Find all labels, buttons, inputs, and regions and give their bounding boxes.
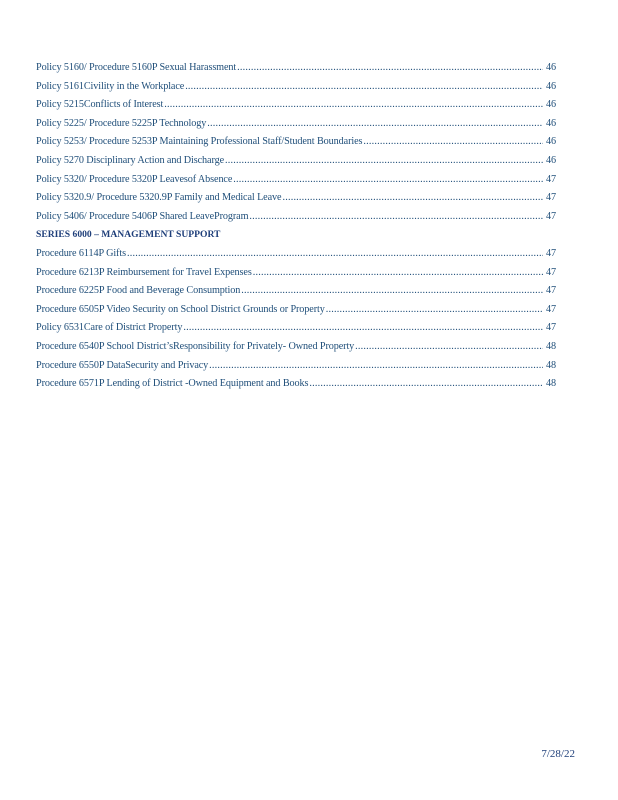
dot-leader xyxy=(253,264,543,283)
toc-entry-page: 47 xyxy=(546,247,556,259)
toc-entry-page: 48 xyxy=(546,340,556,352)
toc-entry-page: 47 xyxy=(546,266,556,278)
dot-leader xyxy=(127,245,543,264)
toc-entry-page: 47 xyxy=(546,192,556,204)
footer-date: 7/28/22 xyxy=(541,748,575,760)
toc-entry-page: 46 xyxy=(546,154,556,166)
toc-entry-page: 46 xyxy=(546,117,556,129)
dot-leader xyxy=(207,115,543,134)
dot-leader xyxy=(209,357,543,376)
dot-leader xyxy=(282,189,543,208)
dot-leader xyxy=(164,96,543,115)
dot-leader xyxy=(363,133,543,152)
toc-entry-page: 48 xyxy=(546,378,556,390)
toc-entry-title: Procedure 6505P Video Security on School District Grounds or Property xyxy=(36,303,325,315)
toc-entry-title: Procedure 6540P School District’sResponsibility for Privately- Owned Property xyxy=(36,340,355,352)
dot-leader xyxy=(225,152,543,171)
toc-entry-title: Procedure 6114P Gifts xyxy=(36,247,126,259)
toc-entry[interactable] xyxy=(36,115,556,134)
toc-entry[interactable] xyxy=(36,171,556,190)
dot-leader xyxy=(233,171,543,190)
dot-leader xyxy=(183,319,543,338)
dot-leader xyxy=(237,59,543,78)
toc-entry[interactable] xyxy=(36,133,556,152)
toc-entry[interactable] xyxy=(36,96,556,115)
toc-entry[interactable] xyxy=(36,208,556,227)
dot-leader xyxy=(355,338,543,357)
toc-entry-page: 46 xyxy=(546,62,556,73)
toc-entry-page: 47 xyxy=(546,322,556,334)
toc-entry-title: Policy 5215Conflicts of Interest xyxy=(36,99,164,111)
toc-entry-page: 46 xyxy=(546,99,556,111)
toc-entry-page: 47 xyxy=(546,303,556,315)
toc-entry[interactable] xyxy=(36,152,556,171)
toc-entry[interactable] xyxy=(36,357,556,376)
toc-entry-title: Policy 6531Care of District Property xyxy=(36,322,183,334)
toc-entry[interactable] xyxy=(36,338,556,357)
toc-entry-page: 46 xyxy=(546,80,556,92)
toc-entry-page: 46 xyxy=(546,136,556,148)
toc-entry[interactable] xyxy=(36,78,556,97)
toc-entry[interactable] xyxy=(36,264,556,283)
toc-entry-title: Policy 5161Civility in the Workplace xyxy=(36,80,185,92)
toc-entry-title: Procedure 6550P DataSecurity and Privacy xyxy=(36,359,209,371)
dot-leader xyxy=(241,282,543,301)
toc-entry-title: Procedure 6213P Reimbursement for Travel Expenses xyxy=(36,266,252,278)
toc-entry-title: Policy 5253/ Procedure 5253P Maintaining Professional Staff/Student Boundaries xyxy=(36,136,363,148)
dot-leader xyxy=(249,208,543,227)
toc-entry-title: Policy 5160/ Procedure 5160P Sexual Harassment xyxy=(36,62,237,73)
series-heading[interactable] xyxy=(36,226,556,245)
toc-entry[interactable] xyxy=(36,245,556,264)
toc-entry-title: Policy 5270 Disciplinary Action and Discharge xyxy=(36,154,224,166)
toc-entry-title: Policy 5225/ Procedure 5225P Technology xyxy=(36,117,207,129)
series-heading-text: SERIES 6000 – MANAGEMENT SUPPORT xyxy=(36,229,221,241)
toc-entry-page: 47 xyxy=(546,285,556,297)
table-of-contents xyxy=(36,59,556,394)
dot-leader xyxy=(185,78,543,97)
toc-entry-title: Procedure 6225P Food and Beverage Consumption xyxy=(36,285,241,297)
toc-entry-title: Policy 5320/ Procedure 5320P Leavesof Absence xyxy=(36,173,233,185)
toc-entry[interactable] xyxy=(36,301,556,320)
dot-leader xyxy=(326,301,543,320)
toc-entry-page: 48 xyxy=(546,359,556,371)
toc-entry[interactable] xyxy=(36,375,556,394)
toc-entry-title: Procedure 6571P Lending of District -Owned Equipment and Books xyxy=(36,378,309,390)
toc-entry-page: 47 xyxy=(546,173,556,185)
toc-entry[interactable] xyxy=(36,282,556,301)
toc-entry-title: Policy 5320.9/ Procedure 5320.9P Family and Medical Leave xyxy=(36,192,282,204)
toc-entry[interactable] xyxy=(36,59,556,78)
dot-leader xyxy=(309,375,543,394)
toc-entry-title: Policy 5406/ Procedure 5406P Shared LeaveProgram xyxy=(36,210,249,222)
toc-entry[interactable] xyxy=(36,319,556,338)
toc-entry-page: 47 xyxy=(546,210,556,222)
toc-entry[interactable] xyxy=(36,189,556,208)
